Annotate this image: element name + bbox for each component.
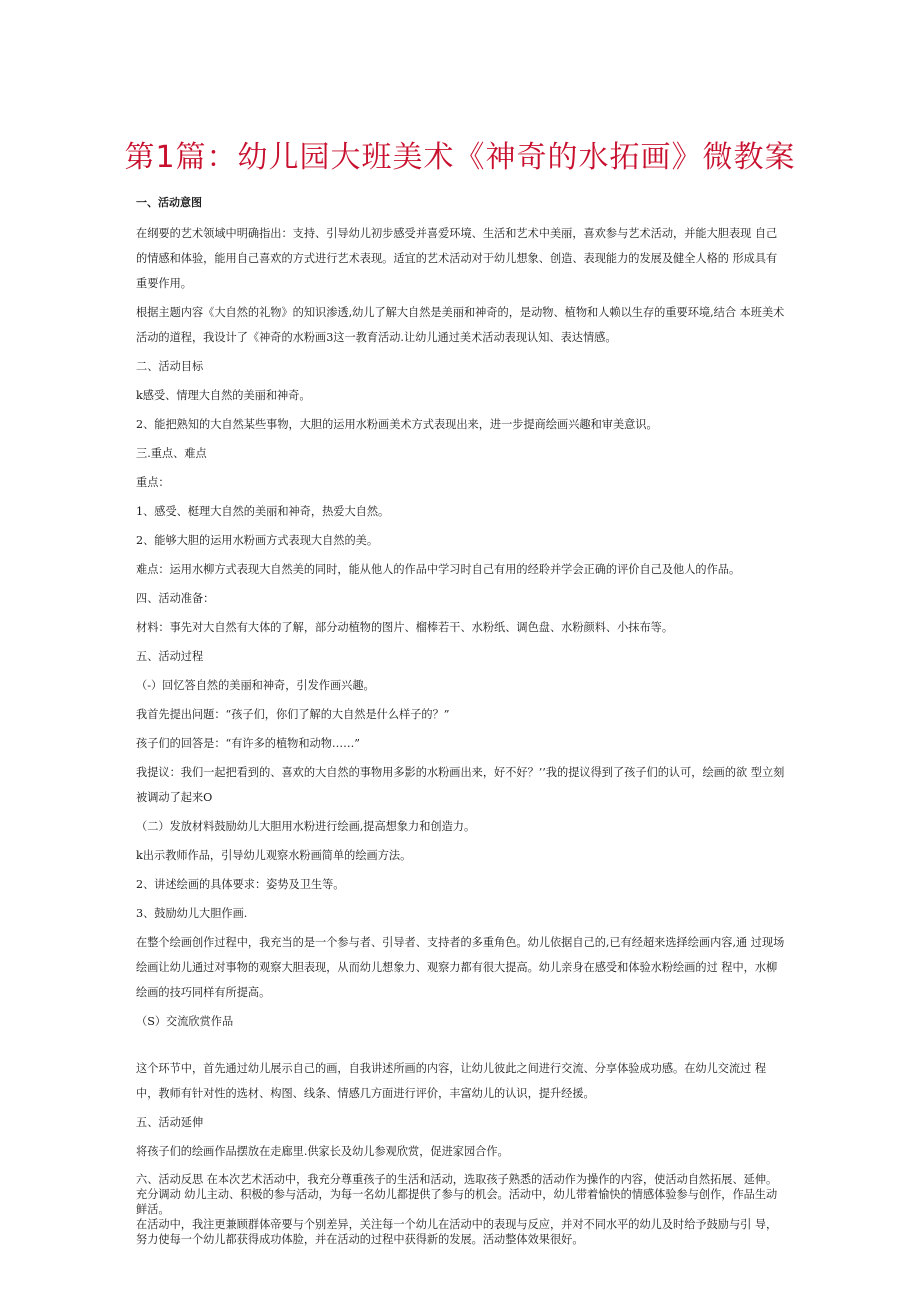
paragraph: k出示教师作品，引导幼儿观察水粉画简单的绘画方法。 xyxy=(136,849,412,862)
paragraph: 我首先提出问题：“孩子们，你们了解的大自然是什么样子的？” xyxy=(136,708,450,721)
paragraph: 根据主题内容《大自然的礼物》的知识渗透,幼儿了解大自然是美丽和神奇的，是动物、植物和人赖以生存的重要环境,结合 本班美术活动的道程，我设计了《神奇的水粉画3这一教育活动.让幼儿通过美术活动表现认知、表达情感。 xyxy=(136,306,785,344)
section-heading-intent: 一、活动意图 xyxy=(136,196,202,209)
document-body xyxy=(136,190,786,1247)
paragraph: 在纲要的艺术领域中明确指出：支持、引导幼儿初步感受并喜爱环境、生活和艺术中美丽，喜欢参与艺术活动，并能大胆表现 自己的情感和体验，能用自己喜欢的方式进行艺术表现。适宜的艺术活动对于幼儿想象、创造、表现能力的发展及健全人格的 形成具有重要作用。 xyxy=(136,227,778,290)
section-heading-goals: 二、活动目标 xyxy=(136,360,204,373)
paragraph: 2、能把熟知的大自然某些事物，大胆的运用水粉画美术方式表现出来，进一步提商绘画兴趣和审美意识。 xyxy=(136,418,658,431)
paragraph: 难点：运用水柳方式表现大自然美的同时，能从他人的作品中学习时自己有用的经聆并学会正确的评价自己及他人的作品。 xyxy=(136,563,741,576)
paragraph: 2、讲述绘画的具体要求：姿势及卫生等。 xyxy=(136,878,345,891)
paragraph: 材料：事先对大自然有大体的了解，部分动植物的图片、榴棒若干、水粉纸、调色盘、水粉颜料、小抹布等。 xyxy=(136,621,674,634)
paragraph: 将孩子们的绘画作品摆放在走廊里.供家长及幼儿参观欣赏，促进家园合作。 xyxy=(136,1145,509,1158)
document-title: 第1篇：幼儿园大班美术《神奇的水拓画》微教案 xyxy=(124,140,796,175)
paragraph: 这个环节中，首先通过幼儿展示自己的画，自我讲述所画的内容，让幼儿彼此之间进行交流、分享体验成功感。在幼儿交流过 程中，教师有针对性的选材、构图、线条、情感几方面进行评价，丰富幼儿的认识，提升经援。 xyxy=(136,1062,767,1100)
paragraph: 我提议：我们一起把看到的、喜欢的大自然的事物用多影的水粉画出来，好不好？’’我的提议得到了孩子们的认可，绘画的欲 型立刻被调动了起来O xyxy=(136,766,785,804)
section-heading-extension: 五、活动延伸 xyxy=(136,1116,204,1129)
paragraph: 在活动中，我注更兼顾群体帝要与个别差异，关注每一个幼儿在活动中的表现与反应，并对不同水平的幼儿及时给予鼓励与引 导，努力使每一个幼儿都获得成功体脸，并在活动的过程中获得新的发展。活动整体效果很好。 xyxy=(136,1218,778,1246)
reflection-block xyxy=(136,1172,786,1247)
paragraph: 六、活动反思 在本次艺术活动中，我充分尊重孩子的生活和活动，选取孩子熟悉的活动作为操作的内容，使活动自然拓展、延伸。充分调动 幼儿主动、积极的参与活动，为每一名幼儿都提供了参与的机会。活动中，幼儿带着愉快的情感体验参与创作，作品生动鲜活。 xyxy=(136,1173,778,1216)
paragraph: 2、能够大胆的运用水粉画方式表现大自然的美。 xyxy=(136,534,379,547)
section-heading-process: 五、活动过程 xyxy=(136,650,204,663)
paragraph: k感受、情理大自然的美丽和神奇。 xyxy=(136,389,311,402)
paragraph: （S）交流欣赏作品 xyxy=(136,1015,234,1028)
paragraph: 在整个绘画创作过程中，我充当的是一个参与者、引导者、支持者的多重角色。幼儿依据自己的,已有经超来选择绘画内容,通 过现场绘画让幼儿通过对事物的观察大胆表现，从而幼儿想象力、观察力都有很大提高。幼儿亲身在感受和体验水粉绘画的过 程中，水柳绘画的技巧同样有所提高。 xyxy=(136,936,785,999)
paragraph: （-）回忆答自然的美丽和神奇，引发作画兴趣。 xyxy=(136,679,375,692)
paragraph: 孩子们的回答是：“有许多的植物和动物……” xyxy=(136,737,361,750)
paragraph: 1、感受、梃理大自然的美丽和神奇，热爱大自然。 xyxy=(136,505,390,518)
paragraph: （二）发放材料鼓励幼儿大胆用水粉进行绘画,提高想象力和创造力。 xyxy=(136,820,476,833)
section-heading-keypoints: 三.重点、难点 xyxy=(136,447,207,460)
section-heading-preparation: 四、活动准备： xyxy=(136,592,215,605)
paragraph: 3、鼓励幼儿大胆作画. xyxy=(136,907,248,920)
paragraph: 重点： xyxy=(136,476,170,489)
